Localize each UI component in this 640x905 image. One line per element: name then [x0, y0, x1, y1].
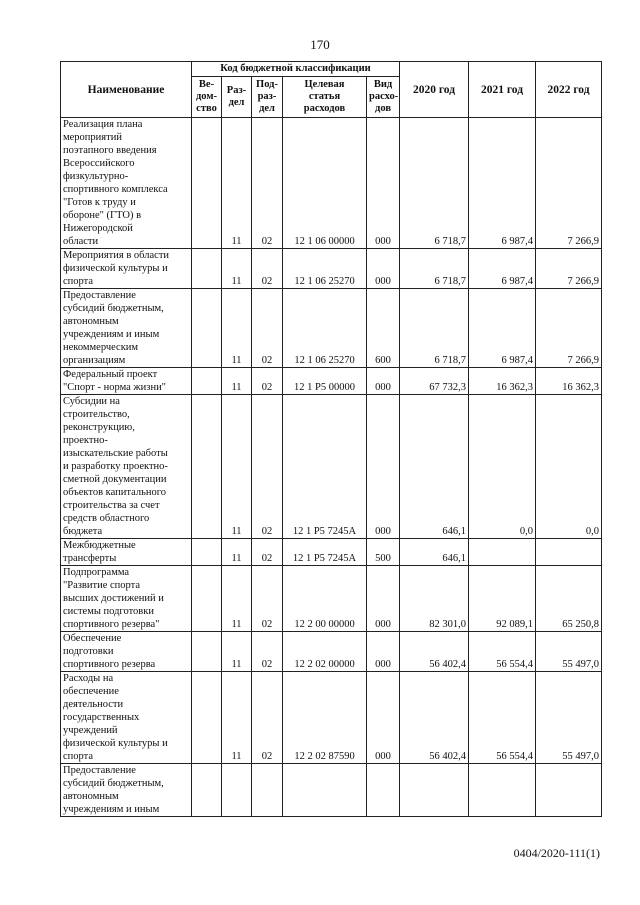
table-row [61, 289, 602, 368]
cell-target-article [283, 764, 367, 817]
budget-table [60, 61, 602, 817]
row-name: Предоставление субсидий бюджетным, автономным учреждениям и иным [61, 764, 192, 817]
cell-podrazdel: 02 [252, 368, 283, 395]
cell-podrazdel: 02 [252, 118, 283, 249]
cell-amount-2022: 16 362,3 [536, 368, 602, 395]
row-name: Предоставление субсидий бюджетным, автономным учреждениям и иным некоммерческим организациям [61, 289, 192, 368]
cell-expense-type: 500 [367, 539, 400, 566]
header-vedomstvo: Ве- дом- ство [192, 77, 222, 118]
cell-amount-2022: 55 497,0 [536, 632, 602, 672]
cell-expense-type: 000 [367, 566, 400, 632]
cell-razdel [222, 764, 252, 817]
cell-target-article: 12 1 06 25270 [283, 249, 367, 289]
table-row [61, 368, 602, 395]
cell-vedomstvo [192, 395, 222, 539]
cell-amount-2021 [469, 764, 536, 817]
row-name: Субсидии на строительство, реконструкцию, проектно- изыскательские работы и разработку проектно- сметной документации объектов капитального строительства за счет средств областного бюджета [61, 395, 192, 539]
cell-amount-2020: 6 718,7 [400, 118, 469, 249]
header-year-2022: 2022 год [536, 62, 602, 118]
cell-podrazdel: 02 [252, 539, 283, 566]
cell-amount-2022 [536, 539, 602, 566]
cell-vedomstvo [192, 368, 222, 395]
document-code: 0404/2020-111(1) [513, 846, 600, 860]
cell-target-article: 12 1 P5 7245A [283, 395, 367, 539]
cell-razdel: 11 [222, 289, 252, 368]
cell-expense-type: 000 [367, 632, 400, 672]
cell-vedomstvo [192, 539, 222, 566]
table-row [61, 539, 602, 566]
cell-target-article: 12 1 P5 00000 [283, 368, 367, 395]
cell-amount-2022: 65 250,8 [536, 566, 602, 632]
cell-podrazdel: 02 [252, 249, 283, 289]
cell-expense-type: 600 [367, 289, 400, 368]
table-row [61, 566, 602, 632]
header-podrazdel: Под- раз- дел [252, 77, 283, 118]
page-number: 170 [310, 37, 330, 52]
cell-amount-2020: 646,1 [400, 539, 469, 566]
cell-podrazdel: 02 [252, 289, 283, 368]
cell-amount-2022: 7 266,9 [536, 289, 602, 368]
header-budget-code: Код бюджетной классификации [192, 62, 400, 77]
cell-amount-2020: 67 732,3 [400, 368, 469, 395]
cell-amount-2021: 6 987,4 [469, 118, 536, 249]
cell-vedomstvo [192, 566, 222, 632]
cell-podrazdel: 02 [252, 632, 283, 672]
cell-razdel: 11 [222, 539, 252, 566]
header-year-2020: 2020 год [400, 62, 469, 118]
cell-target-article: 12 2 02 87590 [283, 672, 367, 764]
header-expense-type: Вид расхо- дов [367, 77, 400, 118]
cell-expense-type: 000 [367, 672, 400, 764]
cell-razdel: 11 [222, 672, 252, 764]
cell-expense-type: 000 [367, 118, 400, 249]
cell-amount-2021: 16 362,3 [469, 368, 536, 395]
cell-expense-type: 000 [367, 368, 400, 395]
row-name: Реализация плана мероприятий поэтапного введения Всероссийского физкультурно- спортивного комплекса "Готов к труду и обороне" (ГТО) в Нижегородской области [61, 118, 192, 249]
cell-amount-2022: 55 497,0 [536, 672, 602, 764]
cell-expense-type [367, 764, 400, 817]
cell-target-article: 12 1 P5 7245A [283, 539, 367, 566]
cell-podrazdel: 02 [252, 566, 283, 632]
cell-amount-2021: 56 554,4 [469, 672, 536, 764]
cell-vedomstvo [192, 118, 222, 249]
row-name: Мероприятия в области физической культуры и спорта [61, 249, 192, 289]
row-name: Обеспечение подготовки спортивного резерва [61, 632, 192, 672]
cell-amount-2020: 6 718,7 [400, 289, 469, 368]
cell-vedomstvo [192, 249, 222, 289]
cell-vedomstvo [192, 632, 222, 672]
table-body [61, 118, 602, 817]
cell-vedomstvo [192, 764, 222, 817]
row-name: Межбюджетные трансферты [61, 539, 192, 566]
row-name: Расходы на обеспечение деятельности государственных учреждений физической культуры и спорта [61, 672, 192, 764]
cell-target-article: 12 2 02 00000 [283, 632, 367, 672]
table-row [61, 118, 602, 249]
table-row [61, 395, 602, 539]
cell-amount-2021: 56 554,4 [469, 632, 536, 672]
cell-amount-2021: 0,0 [469, 395, 536, 539]
cell-razdel: 11 [222, 566, 252, 632]
cell-amount-2020: 56 402,4 [400, 672, 469, 764]
cell-razdel: 11 [222, 368, 252, 395]
header-year-2021: 2021 год [469, 62, 536, 118]
header-razdel: Раз- дел [222, 77, 252, 118]
table-row [61, 672, 602, 764]
cell-target-article: 12 1 06 00000 [283, 118, 367, 249]
cell-expense-type: 000 [367, 249, 400, 289]
cell-amount-2020 [400, 764, 469, 817]
cell-vedomstvo [192, 672, 222, 764]
cell-target-article: 12 2 00 00000 [283, 566, 367, 632]
cell-vedomstvo [192, 289, 222, 368]
cell-amount-2022 [536, 764, 602, 817]
header-target-article: Целевая статья расходов [283, 77, 367, 118]
cell-amount-2021: 6 987,4 [469, 289, 536, 368]
table-row [61, 764, 602, 817]
cell-amount-2020: 82 301,0 [400, 566, 469, 632]
cell-amount-2022: 7 266,9 [536, 118, 602, 249]
cell-amount-2020: 646,1 [400, 395, 469, 539]
cell-razdel: 11 [222, 249, 252, 289]
cell-podrazdel: 02 [252, 395, 283, 539]
cell-amount-2020: 6 718,7 [400, 249, 469, 289]
cell-razdel: 11 [222, 395, 252, 539]
cell-amount-2022: 0,0 [536, 395, 602, 539]
table-row [61, 632, 602, 672]
cell-amount-2022: 7 266,9 [536, 249, 602, 289]
table-row [61, 249, 602, 289]
cell-expense-type: 000 [367, 395, 400, 539]
cell-amount-2021: 92 089,1 [469, 566, 536, 632]
cell-razdel: 11 [222, 118, 252, 249]
cell-podrazdel: 02 [252, 672, 283, 764]
row-name: Федеральный проект "Спорт - норма жизни" [61, 368, 192, 395]
row-name: Подпрограмма "Развитие спорта высших достижений и системы подготовки спортивного резерва" [61, 566, 192, 632]
header-name: Наименование [61, 62, 192, 118]
cell-amount-2020: 56 402,4 [400, 632, 469, 672]
cell-amount-2021 [469, 539, 536, 566]
cell-target-article: 12 1 06 25270 [283, 289, 367, 368]
cell-razdel: 11 [222, 632, 252, 672]
cell-amount-2021: 6 987,4 [469, 249, 536, 289]
cell-podrazdel [252, 764, 283, 817]
